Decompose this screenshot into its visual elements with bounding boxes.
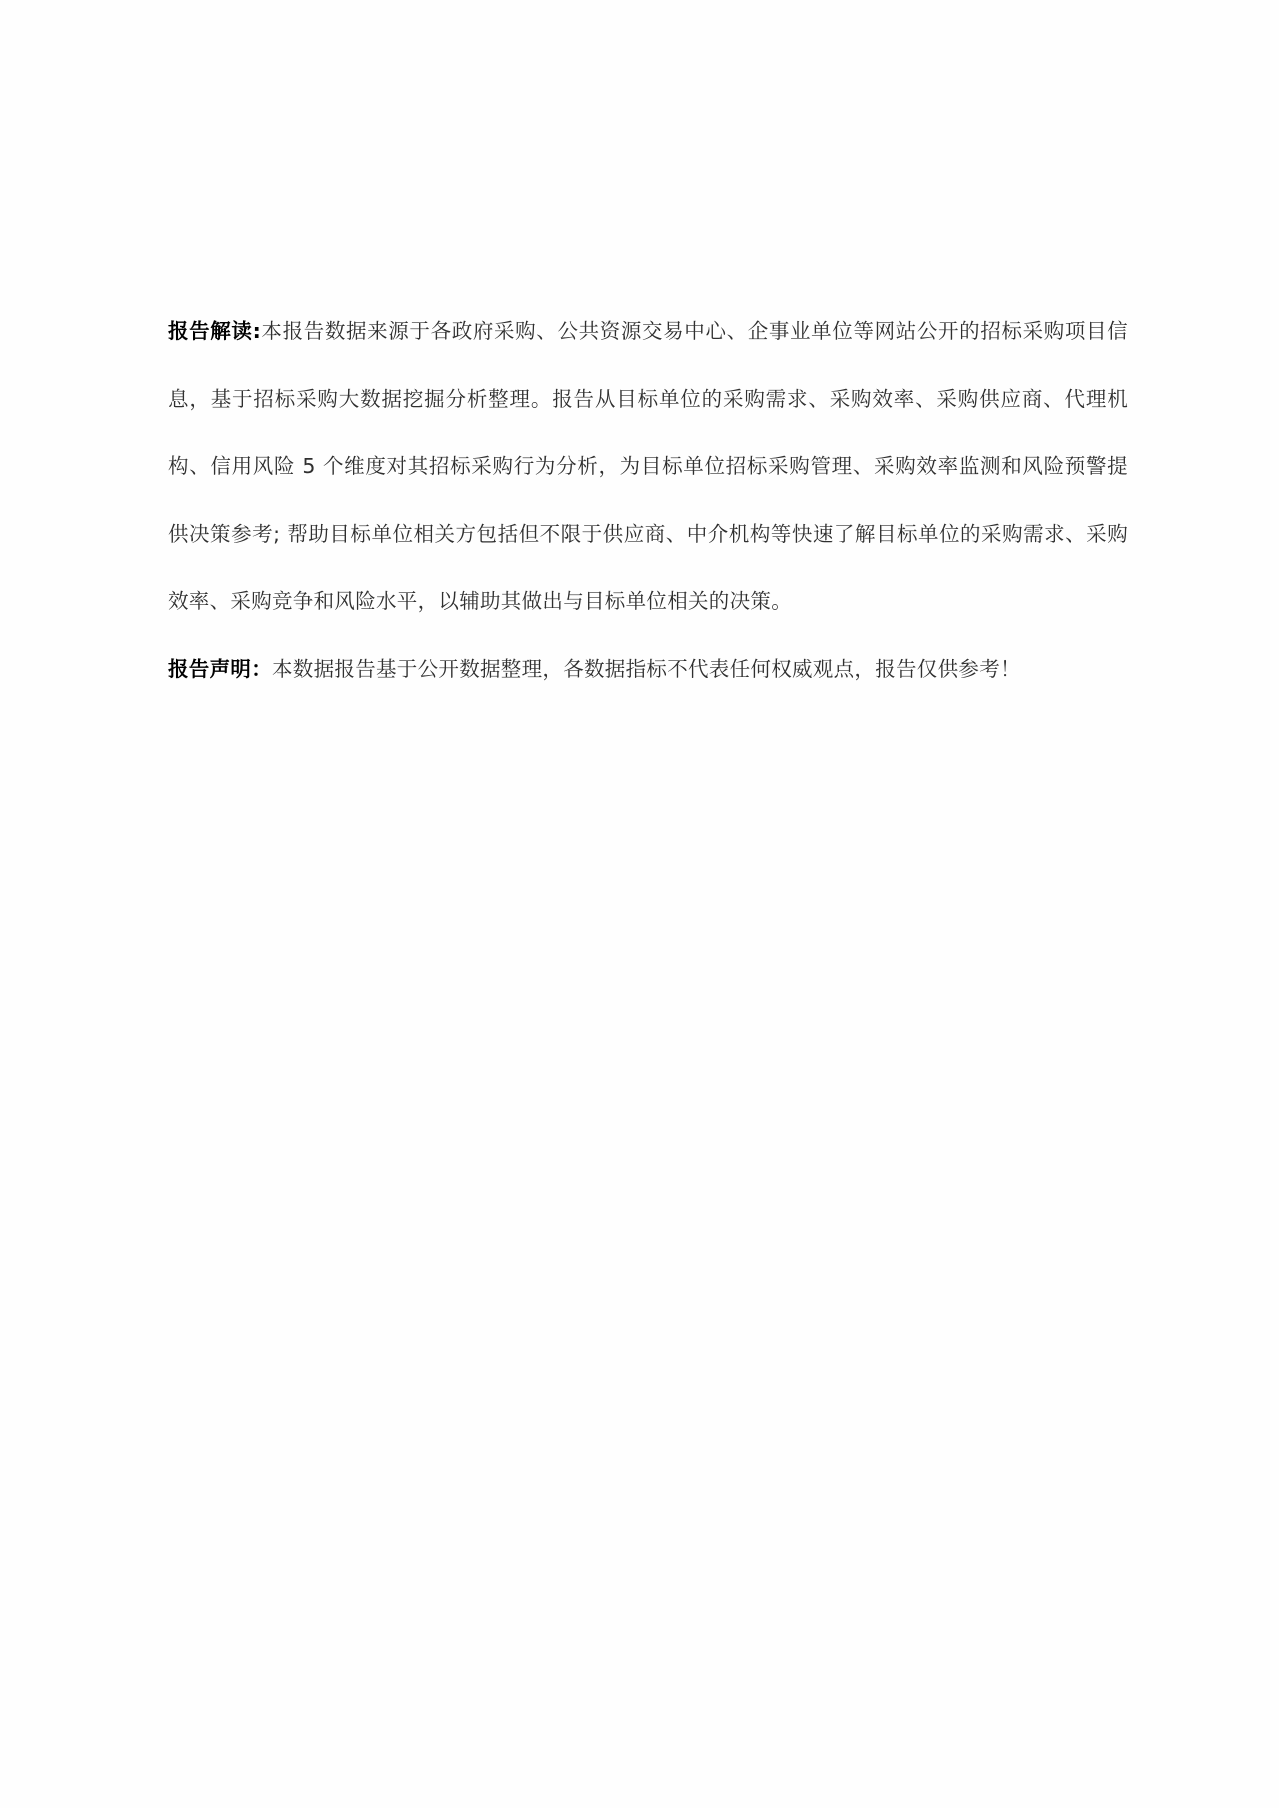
report-interpretation-text: 本报告数据来源于各政府采购、公共资源交易中心、企事业单位等网站公开的招标采购项目信息，基于招标采购大数据挖掘分析整理。报告从目标单位的采购需求、采购效率、采购供应商、代理机构、信用风险 5 个维度对其招标采购行为分析，为目标单位招标采购管理、采购效率监测和风险预警提供决策参考; 帮助目标单位相关方包括但不限于供应商、中介机构等快速了解目标单位的采购需求、采购效率、采购竞争和风险水平，以辅助其做出与目标单位相关的决策。	[168, 319, 1128, 613]
report-disclaimer-paragraph	[168, 636, 1128, 704]
report-interpretation-paragraph	[168, 298, 1128, 636]
report-interpretation-label: 报告解读:	[168, 319, 262, 343]
report-disclaimer-text: 本数据报告基于公开数据整理，各数据指标不代表任何权威观点，报告仅供参考！	[272, 656, 1021, 681]
report-notes	[168, 298, 1128, 703]
report-disclaimer-label: 报告声明：	[168, 656, 272, 681]
